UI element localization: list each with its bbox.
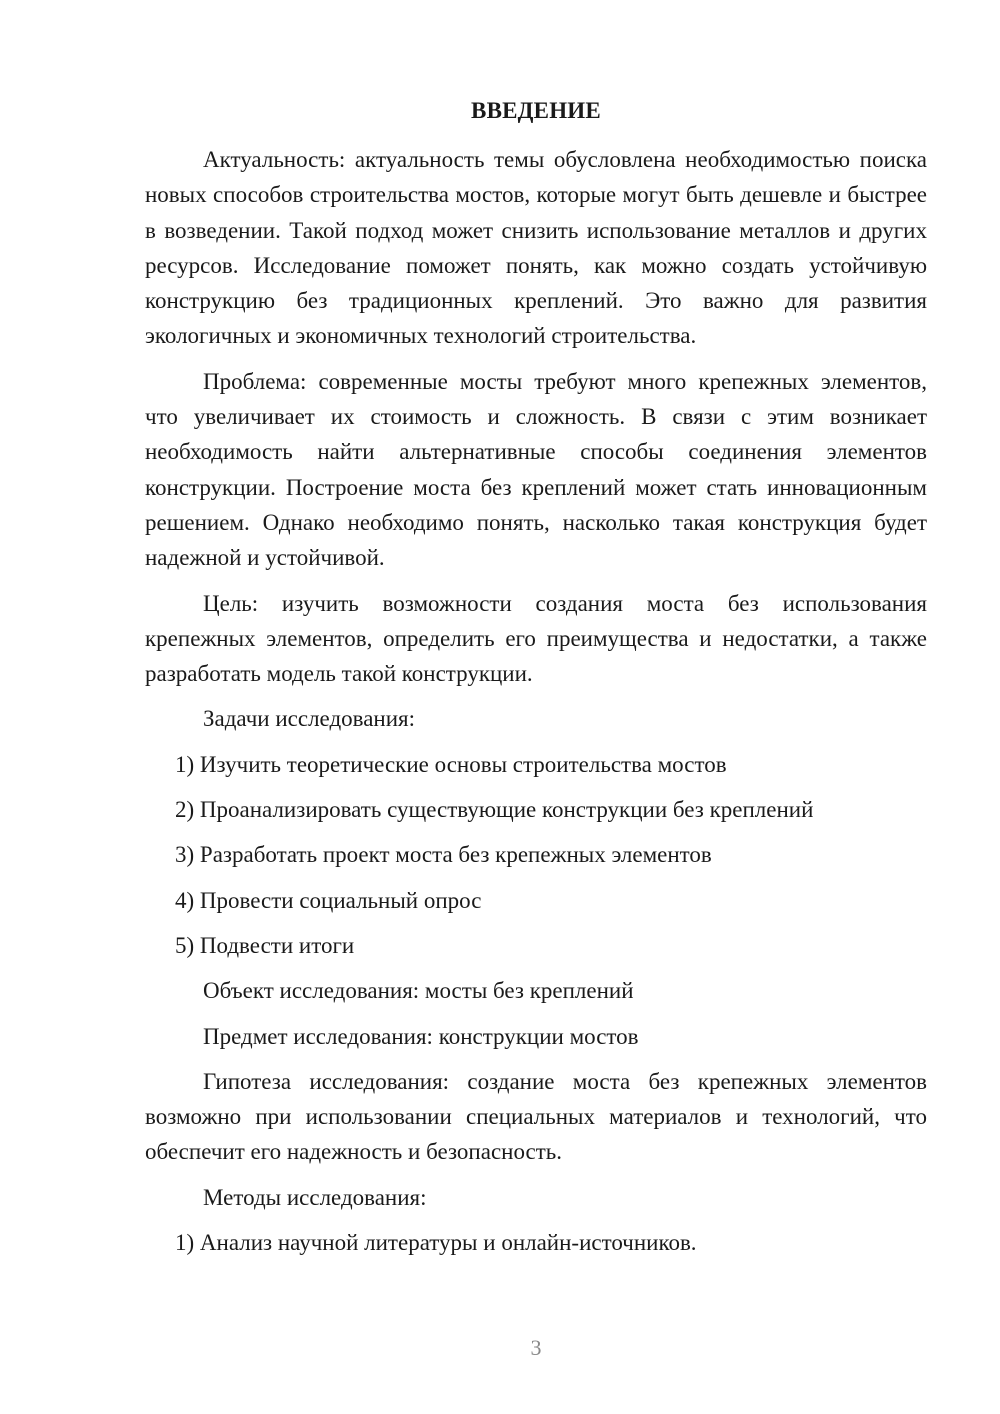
page-title: ВВЕДЕНИЕ xyxy=(471,98,601,123)
object-paragraph: Объект исследования: мосты без креплений xyxy=(203,978,634,1004)
list-item-task-1: 1) Изучить теоретические основы строительства мостов xyxy=(175,751,727,777)
list-item-task-5: 5) Подвести итоги xyxy=(175,932,355,958)
tasks-list xyxy=(145,747,927,963)
list-item-task-2: 2) Проанализировать существующие конструкции без креплений xyxy=(175,797,814,823)
subject-paragraph: Предмет исследования: конструкции мостов xyxy=(203,1023,639,1049)
relevance-paragraph: Актуальность: актуальность темы обусловлена необходимостью поиска новых способов строительства мостов, которые могут быть дешевле и быстрее в возведении. Такой подход может снизить использование металлов и других ресурсов. Исследование поможет понять, как можно создать устойчивую конструкцию без традиционных креплений. Это важно для развития экологичных и экономичных технологий строительства. xyxy=(145,147,927,349)
tasks-heading: Задачи исследования: xyxy=(203,706,416,732)
hypothesis-paragraph: Гипотеза исследования: создание моста без крепежных элементов возможно при использовании специальных материалов и технологий, что обеспечит его надежность и безопасность. xyxy=(145,1068,927,1165)
methods-list xyxy=(145,1225,927,1260)
problem-paragraph: Проблема: современные мосты требуют много крепежных элементов, что увеличивает их стоимость и сложность. В связи с этим возникает необходимость найти альтернативные способы соединения элементов конструкции. Построение моста без креплений может стать инновационным решением. Однако необходимо понять, насколько такая конструкция будет надежной и устойчивой. xyxy=(145,368,927,571)
list-item-method-1: 1) Анализ научной литературы и онлайн-источников. xyxy=(175,1230,697,1256)
list-item-task-3: 3) Разработать проект моста без крепежных элементов xyxy=(175,842,712,868)
page-number: 3 xyxy=(530,1335,542,1360)
methods-heading: Методы исследования: xyxy=(203,1184,427,1210)
list-item-task-4: 4) Провести социальный опрос xyxy=(175,887,482,913)
goal-paragraph: Цель: изучить возможности создания моста без использования крепежных элементов, определить его преимущества и недостатки, а также разработать модель такой конструкции. xyxy=(145,590,927,687)
document-body xyxy=(145,142,927,1270)
